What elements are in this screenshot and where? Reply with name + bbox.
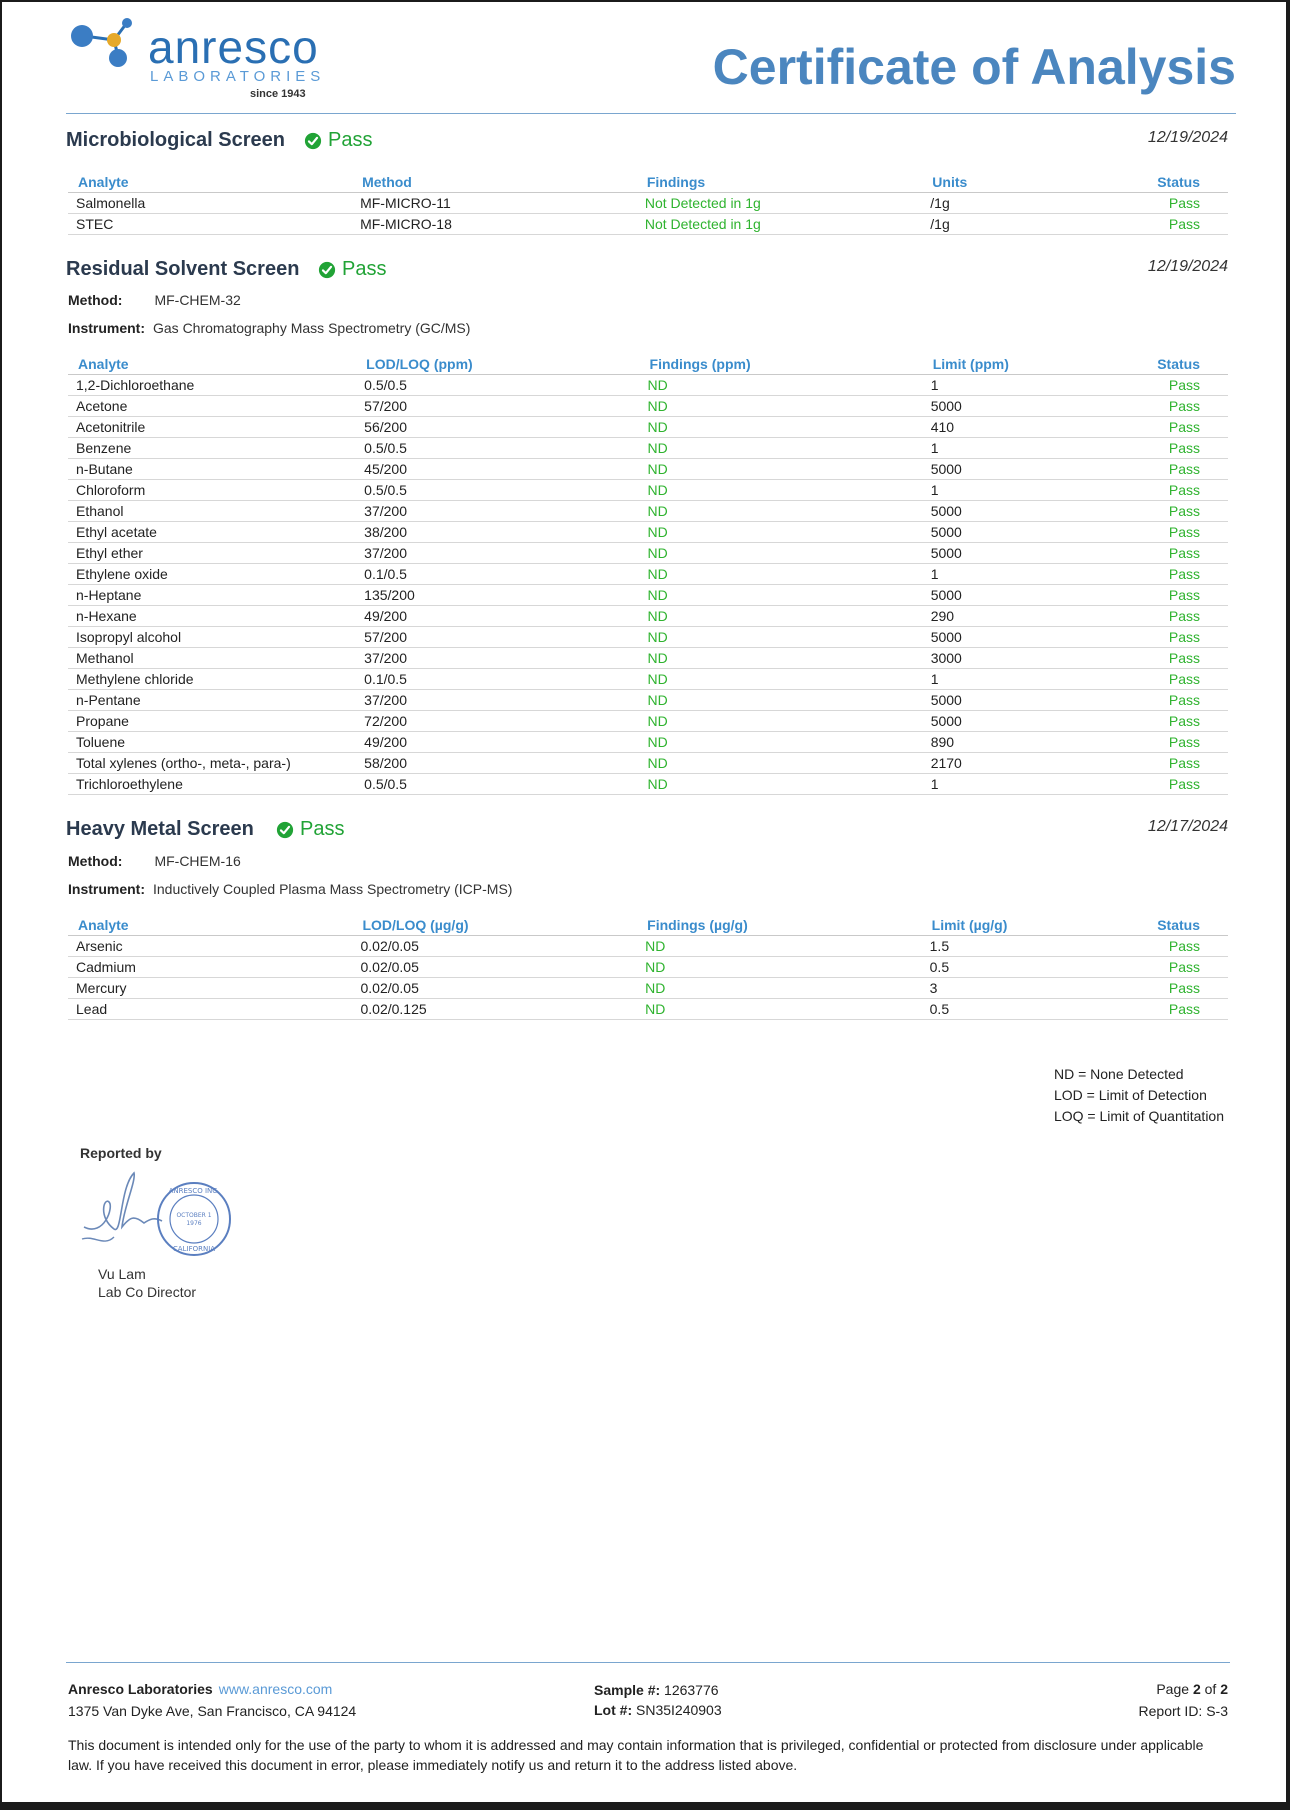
signer-name: Vu Lam (98, 1266, 146, 1282)
footer-page-block (1139, 1678, 1228, 1722)
table-cell: Acetone (68, 396, 356, 417)
legend-item: ND = None Detected (1053, 1066, 1184, 1082)
table-cell: 135/200 (356, 585, 639, 606)
page-total: 2 (1220, 1681, 1228, 1697)
section-date: 12/17/2024 (1147, 818, 1228, 835)
table-cell: Pass (1147, 438, 1228, 459)
lot-label: Lot #: (594, 1702, 633, 1718)
instrument-value: Inductively Coupled Plasma Mass Spectrometry (ICP-MS) (153, 881, 513, 897)
table-row (68, 957, 1228, 978)
section-date: 12/19/2024 (1147, 258, 1228, 275)
table-cell: 0.02/0.125 (352, 999, 637, 1020)
certificate-page (2, 2, 1286, 1802)
table-cell: Lead (68, 999, 352, 1020)
table-cell: Ethyl acetate (68, 522, 356, 543)
table-cell: ND (640, 375, 923, 396)
table-row (68, 978, 1228, 999)
column-header: Limit (ppm) (923, 354, 1148, 375)
table-cell: 38/200 (356, 522, 639, 543)
sample-label: Sample #: (594, 1682, 661, 1698)
table-cell: Pass (1147, 459, 1228, 480)
table-row (68, 438, 1228, 459)
footer-divider (66, 1662, 1230, 1663)
instrument-label: Instrument: (68, 320, 145, 336)
table-cell: n-Hexane (68, 606, 356, 627)
table-cell: ND (640, 564, 923, 585)
page-prefix: Page (1156, 1681, 1190, 1697)
table-cell: Pass (1147, 936, 1228, 957)
table-cell: Salmonella (68, 193, 352, 214)
table-cell: Pass (1147, 627, 1228, 648)
instrument-value: Gas Chromatography Mass Spectrometry (GC/MS) (153, 320, 471, 336)
company-address: 1375 Van Dyke Ave, San Francisco, CA 94124 (68, 1703, 357, 1719)
table-cell: MF-MICRO-11 (352, 193, 637, 214)
metal-section-header (66, 818, 1228, 850)
table-cell: n-Butane (68, 459, 356, 480)
table-cell: 1.5 (922, 936, 1148, 957)
table-row (68, 214, 1228, 235)
table-cell: Ethyl ether (68, 543, 356, 564)
company-website-link[interactable]: www.anresco.com (218, 1681, 333, 1697)
method-value: MF-CHEM-16 (154, 853, 241, 869)
table-cell: Arsenic (68, 936, 352, 957)
table-cell: Pass (1147, 648, 1228, 669)
logo-wordmark: anresco (148, 21, 319, 73)
table-row (68, 774, 1228, 795)
table-cell: Benzene (68, 438, 356, 459)
table-cell: 49/200 (356, 732, 639, 753)
table-cell: Pass (1147, 690, 1228, 711)
table-row (68, 936, 1228, 957)
metal-table (68, 915, 1228, 1020)
table-cell: Pass (1147, 999, 1228, 1020)
column-header: Findings (637, 172, 922, 193)
table-cell: 58/200 (356, 753, 639, 774)
table-cell: /1g (922, 214, 1147, 235)
column-header: Analyte (68, 915, 352, 936)
table-cell: 5000 (923, 585, 1148, 606)
table-cell: 37/200 (356, 648, 639, 669)
section-title: Residual Solvent Screen (66, 258, 300, 280)
table-cell: Pass (1147, 774, 1228, 795)
table-row (68, 396, 1228, 417)
method-line (68, 853, 241, 869)
report-id: Report ID: S-3 (1138, 1703, 1228, 1719)
table-cell: Pass (1147, 501, 1228, 522)
footer-sample-block (594, 1680, 722, 1720)
table-cell: Pass (1147, 480, 1228, 501)
signer-role: Lab Co Director (98, 1284, 197, 1300)
table-cell: Pass (1147, 957, 1228, 978)
reported-by-label: Reported by (80, 1145, 162, 1161)
table-cell: 72/200 (356, 711, 639, 732)
method-value: MF-CHEM-32 (154, 292, 241, 308)
method-line (68, 292, 241, 308)
svg-text:CALIFORNIA: CALIFORNIA (172, 1245, 216, 1253)
table-cell: Toluene (68, 732, 356, 753)
table-cell: Pass (1147, 417, 1228, 438)
table-cell: ND (640, 711, 923, 732)
table-cell: ND (640, 585, 923, 606)
table-cell: ND (637, 957, 922, 978)
table-cell: 5000 (923, 690, 1148, 711)
section-title: Microbiological Screen (66, 129, 285, 151)
pass-label: Pass (300, 818, 345, 840)
company-name: Anresco Laboratories (68, 1681, 213, 1697)
table-cell: Pass (1147, 564, 1228, 585)
table-row (68, 753, 1228, 774)
table-cell: Pass (1147, 522, 1228, 543)
table-cell: 57/200 (356, 627, 639, 648)
pass-badge (304, 129, 372, 152)
table-row (68, 606, 1228, 627)
page-of: of (1204, 1681, 1217, 1697)
column-header: Findings (µg/g) (637, 915, 922, 936)
table-cell: Pass (1147, 214, 1228, 235)
method-label: Method: (68, 292, 123, 308)
table-cell: Methylene chloride (68, 669, 356, 690)
column-header: Status (1147, 172, 1228, 193)
svg-text:ANRESCO INC.: ANRESCO INC. (168, 1187, 220, 1195)
table-row (68, 543, 1228, 564)
legend-item: LOQ = Limit of Quantitation (1053, 1108, 1224, 1124)
table-cell: ND (637, 978, 922, 999)
table-cell: STEC (68, 214, 352, 235)
table-cell: 37/200 (356, 501, 639, 522)
table-cell: 1 (923, 774, 1148, 795)
pass-badge (318, 258, 386, 281)
column-header: Status (1147, 915, 1228, 936)
table-cell: 0.5 (922, 999, 1148, 1020)
pass-label: Pass (342, 258, 387, 280)
table-cell: 1 (923, 375, 1148, 396)
table-header-row (68, 172, 1228, 193)
table-cell: ND (640, 480, 923, 501)
table-cell: Acetonitrile (68, 417, 356, 438)
table-cell: 1 (923, 669, 1148, 690)
table-cell: 37/200 (356, 690, 639, 711)
table-cell: 3 (922, 978, 1148, 999)
table-cell: Pass (1147, 978, 1228, 999)
svg-text:1976: 1976 (186, 1220, 202, 1227)
section-title: Heavy Metal Screen (66, 818, 254, 840)
table-cell: 0.02/0.05 (352, 957, 637, 978)
table-cell: ND (640, 606, 923, 627)
table-cell: ND (637, 936, 922, 957)
instrument-line (68, 881, 512, 897)
table-cell: 0.02/0.05 (352, 978, 637, 999)
table-cell: Pass (1147, 711, 1228, 732)
table-cell: Not Detected in 1g (637, 193, 922, 214)
table-cell: ND (640, 669, 923, 690)
table-cell: ND (640, 753, 923, 774)
table-cell: Isopropyl alcohol (68, 627, 356, 648)
table-cell: 0.1/0.5 (356, 669, 639, 690)
table-cell: Ethylene oxide (68, 564, 356, 585)
table-row (68, 459, 1228, 480)
signature-and-seal (74, 1167, 274, 1262)
micro-table (68, 172, 1228, 235)
column-header: Method (352, 172, 637, 193)
method-label: Method: (68, 853, 123, 869)
document-title: Certificate of Analysis (712, 39, 1236, 95)
table-cell: 1,2-Dichloroethane (68, 375, 356, 396)
table-cell: 56/200 (356, 417, 639, 438)
table-cell: Trichloroethylene (68, 774, 356, 795)
table-cell: ND (640, 648, 923, 669)
table-cell: Pass (1147, 585, 1228, 606)
table-row (68, 417, 1228, 438)
table-header-row (68, 915, 1228, 936)
table-cell: Total xylenes (ortho-, meta-, para-) (68, 753, 356, 774)
solvent-table (68, 354, 1228, 795)
table-cell: Chloroform (68, 480, 356, 501)
section-date: 12/19/2024 (1147, 129, 1228, 146)
table-cell: 37/200 (356, 543, 639, 564)
table-cell: 890 (923, 732, 1148, 753)
column-header: Analyte (68, 354, 356, 375)
table-cell: Mercury (68, 978, 352, 999)
table-cell: n-Heptane (68, 585, 356, 606)
table-row (68, 648, 1228, 669)
table-cell: /1g (922, 193, 1147, 214)
table-row (68, 193, 1228, 214)
table-cell: Pass (1147, 543, 1228, 564)
table-cell: ND (640, 732, 923, 753)
table-cell: ND (640, 774, 923, 795)
table-row (68, 711, 1228, 732)
table-cell: 0.5/0.5 (356, 375, 639, 396)
table-row (68, 690, 1228, 711)
table-cell: Cadmium (68, 957, 352, 978)
table-cell: ND (640, 522, 923, 543)
table-cell: ND (640, 438, 923, 459)
anresco-logo (70, 16, 350, 100)
column-header: Analyte (68, 172, 352, 193)
table-row (68, 522, 1228, 543)
table-cell: 0.5/0.5 (356, 438, 639, 459)
table-row (68, 627, 1228, 648)
table-cell: Pass (1147, 753, 1228, 774)
lot-number: SN35I240903 (636, 1702, 722, 1718)
table-cell: Pass (1147, 396, 1228, 417)
signer-block (98, 1265, 196, 1301)
table-cell: Propane (68, 711, 356, 732)
table-cell: Pass (1147, 193, 1228, 214)
table-cell: 1 (923, 564, 1148, 585)
table-row (68, 480, 1228, 501)
table-cell: 45/200 (356, 459, 639, 480)
table-cell: Pass (1147, 606, 1228, 627)
page-current: 2 (1192, 1681, 1201, 1697)
disclaimer-text: This document is intended only for the use of the party to whom it is addressed and may contain information that is privileged, confidential or protected from disclosure under applicable law. If you have received this document in error, please immediately notify us and return it to the address listed above. (68, 1737, 1204, 1773)
column-header: Status (1147, 354, 1228, 375)
table-row (68, 501, 1228, 522)
check-circle-icon (318, 261, 336, 279)
table-cell: ND (637, 999, 922, 1020)
table-cell: 0.5/0.5 (356, 480, 639, 501)
page-indicator (1139, 1678, 1228, 1700)
table-row (68, 669, 1228, 690)
table-row (68, 375, 1228, 396)
table-cell: 57/200 (356, 396, 639, 417)
table-cell: 0.1/0.5 (356, 564, 639, 585)
instrument-label: Instrument: (68, 881, 145, 897)
table-cell: Pass (1147, 732, 1228, 753)
check-circle-icon (304, 132, 322, 150)
logo-since: since 1943 (250, 88, 306, 100)
table-cell: 5000 (923, 711, 1148, 732)
table-cell: ND (640, 627, 923, 648)
pass-label: Pass (328, 129, 373, 151)
logo-subtitle: LABORATORIES (150, 68, 326, 85)
table-row (68, 732, 1228, 753)
table-cell: n-Pentane (68, 690, 356, 711)
table-cell: 5000 (923, 522, 1148, 543)
table-cell: ND (640, 690, 923, 711)
column-header: Units (922, 172, 1147, 193)
table-cell: ND (640, 501, 923, 522)
table-cell: Ethanol (68, 501, 356, 522)
table-cell: 5000 (923, 501, 1148, 522)
table-cell: 290 (923, 606, 1148, 627)
check-circle-icon (276, 821, 294, 839)
table-row (68, 999, 1228, 1020)
footer-company-block (68, 1678, 356, 1722)
column-header: Limit (µg/g) (922, 915, 1148, 936)
header-divider (66, 113, 1236, 114)
instrument-line (68, 320, 470, 336)
table-cell: 410 (923, 417, 1148, 438)
table-header-row (68, 354, 1228, 375)
pass-badge (276, 818, 344, 841)
table-cell: MF-MICRO-18 (352, 214, 637, 235)
table-cell: ND (640, 543, 923, 564)
table-cell: 0.02/0.05 (352, 936, 637, 957)
table-cell: Pass (1147, 375, 1228, 396)
table-cell: 1 (923, 438, 1148, 459)
solvent-section-header (66, 258, 1228, 290)
column-header: Findings (ppm) (640, 354, 923, 375)
table-cell: 1 (923, 480, 1148, 501)
table-cell: ND (640, 459, 923, 480)
table-row (68, 564, 1228, 585)
sample-number: 1263776 (664, 1682, 719, 1698)
table-cell: 0.5/0.5 (356, 774, 639, 795)
table-cell: 5000 (923, 543, 1148, 564)
table-cell: 5000 (923, 396, 1148, 417)
table-row (68, 585, 1228, 606)
table-cell: 5000 (923, 459, 1148, 480)
legend-item: LOD = Limit of Detection (1053, 1087, 1207, 1103)
table-cell: Not Detected in 1g (637, 214, 922, 235)
svg-text:OCTOBER 1: OCTOBER 1 (176, 1212, 212, 1219)
table-cell: ND (640, 396, 923, 417)
table-cell: 49/200 (356, 606, 639, 627)
table-cell: 0.5 (922, 957, 1148, 978)
table-cell: Pass (1147, 669, 1228, 690)
abbreviation-legend (1054, 1064, 1224, 1127)
table-cell: 2170 (923, 753, 1148, 774)
table-cell: 3000 (923, 648, 1148, 669)
table-cell: 5000 (923, 627, 1148, 648)
table-cell: Methanol (68, 648, 356, 669)
table-cell: ND (640, 417, 923, 438)
column-header: LOD/LOQ (µg/g) (352, 915, 637, 936)
micro-section-header (66, 129, 1228, 161)
column-header: LOD/LOQ (ppm) (356, 354, 639, 375)
